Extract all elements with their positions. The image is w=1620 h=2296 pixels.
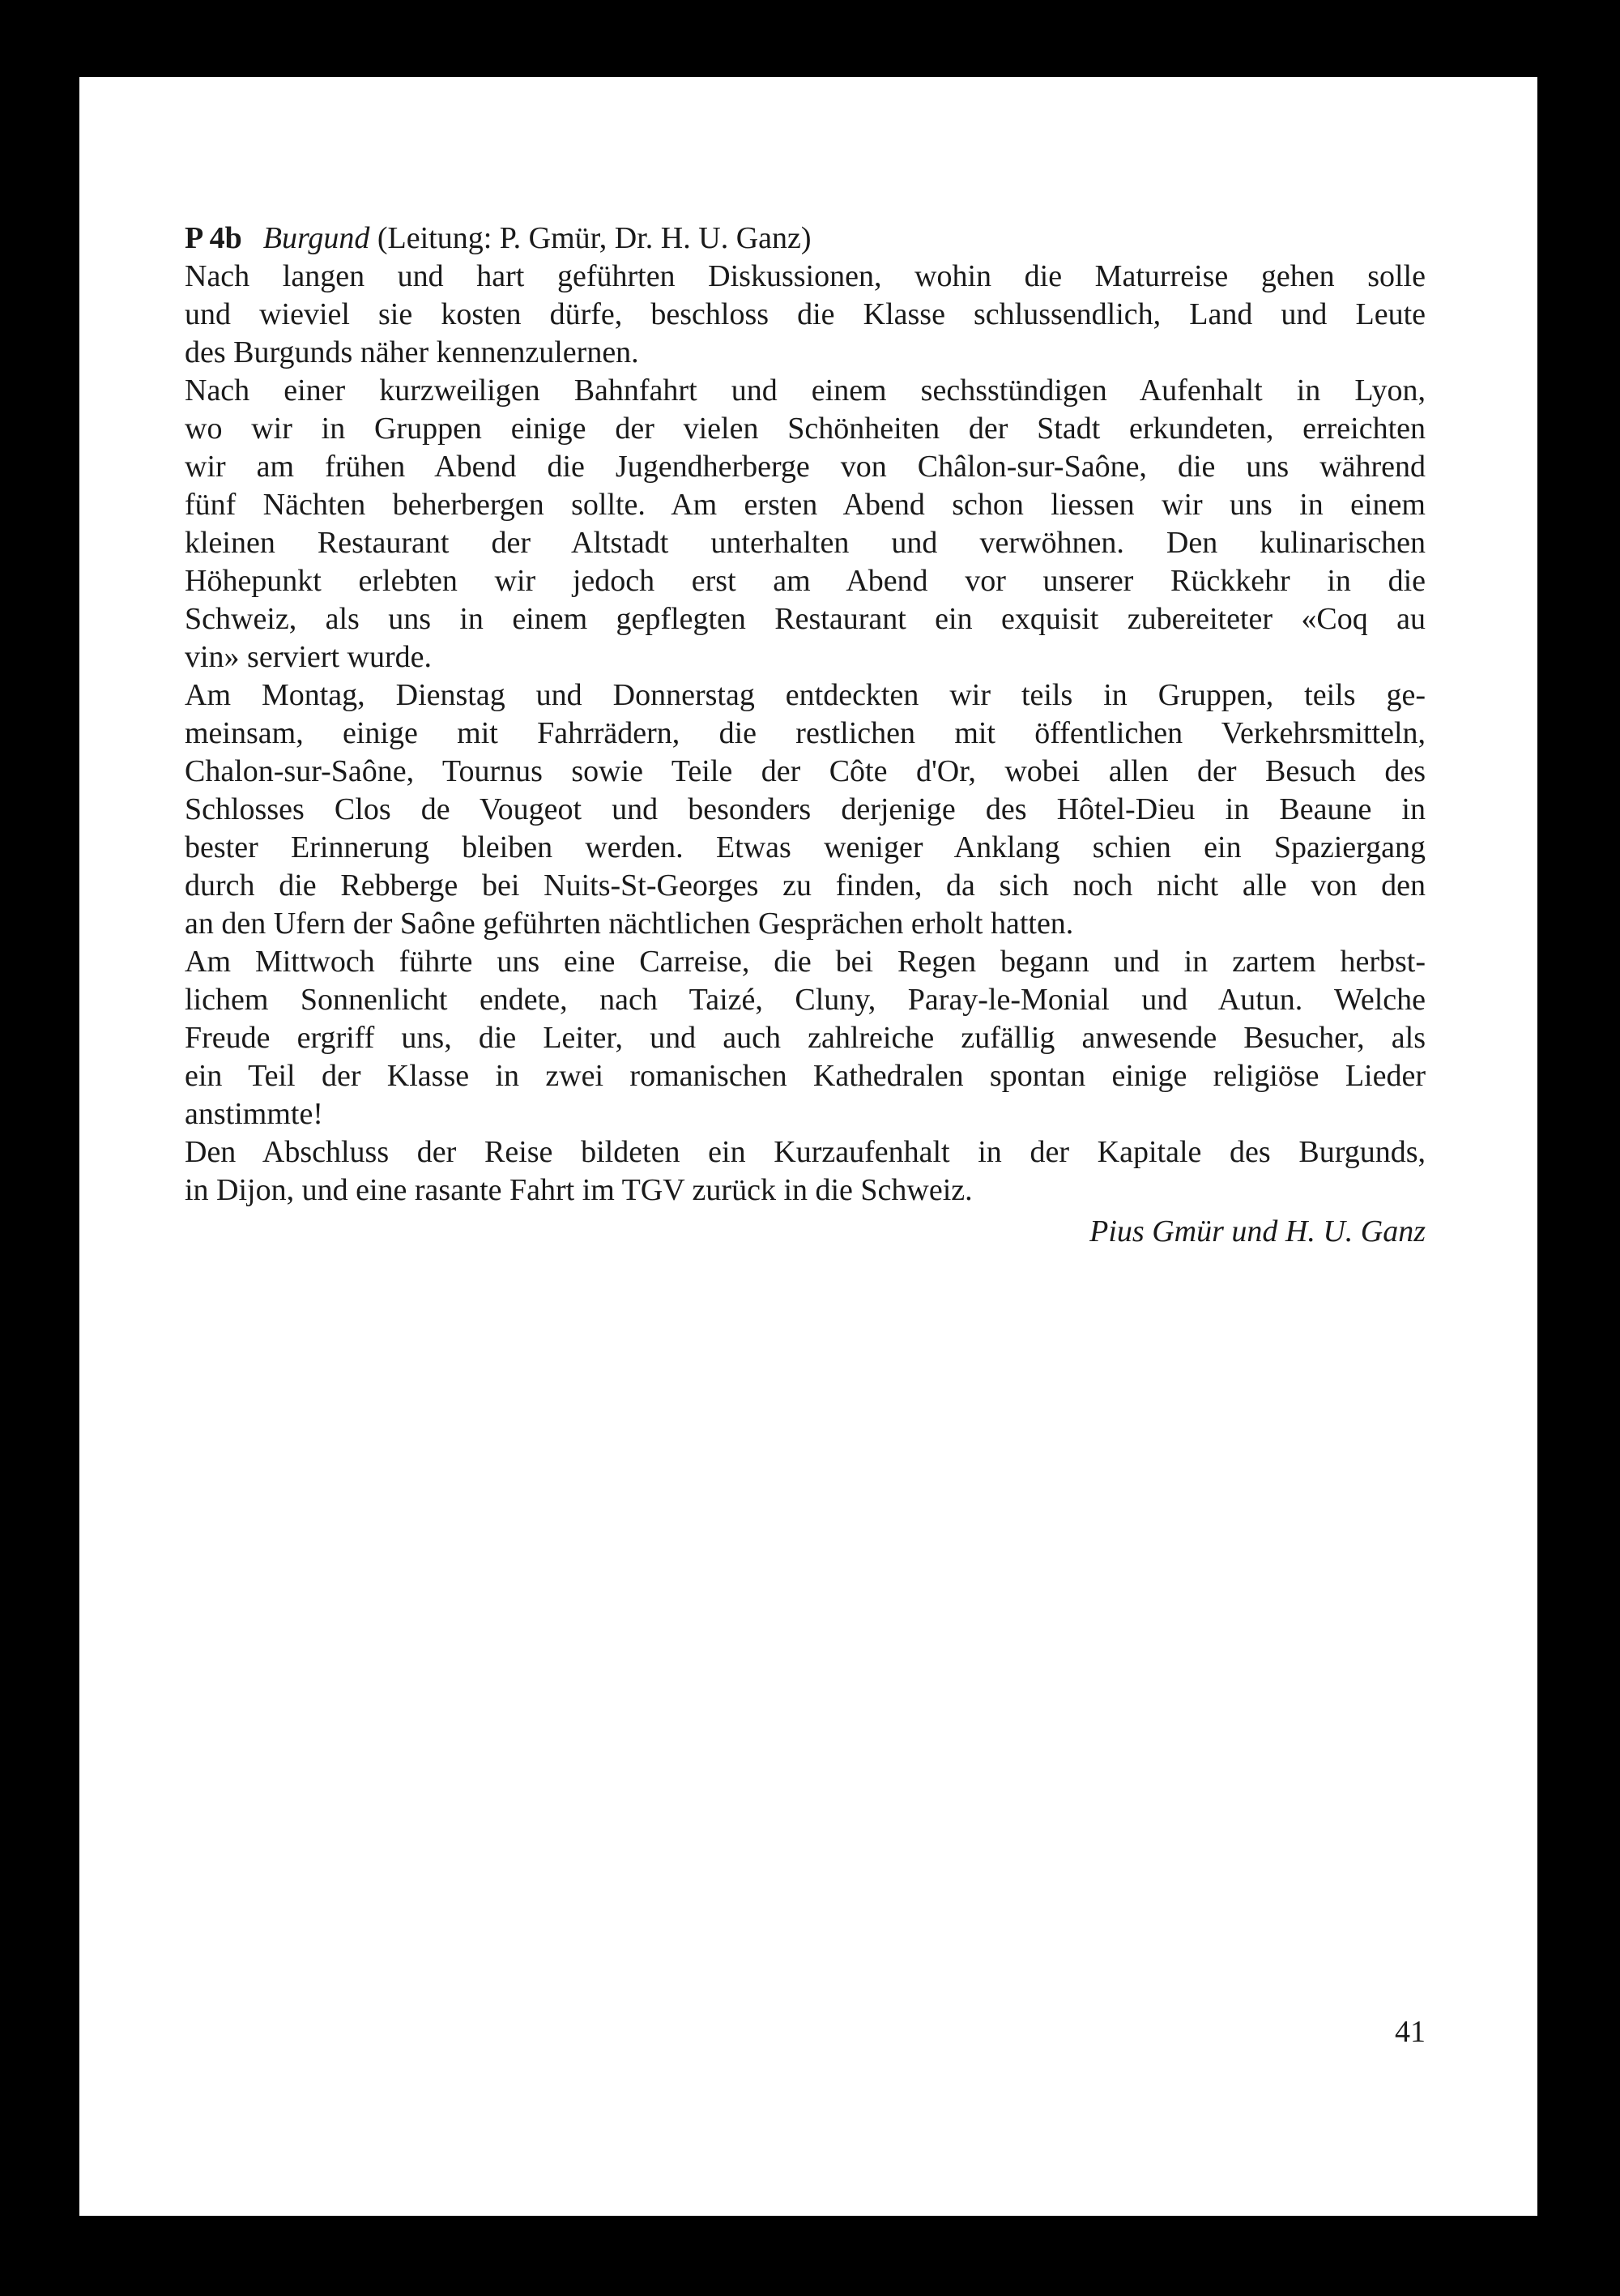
paragraph (185, 1133, 1426, 1210)
text-line: Den Abschluss der Reise bildeten ein Kurzaufenhalt in der Kapitale des Burgunds, (185, 1135, 1426, 1169)
text-line: Am Mittwoch führte uns eine Carreise, die bei Regen begann und in zartem herbst- (185, 945, 1426, 979)
text-line: Am Montag, Dienstag und Donnerstag entdeckten wir teils in Gruppen, teils ge- (185, 678, 1426, 712)
paragraphs (185, 258, 1426, 1210)
paragraph (185, 943, 1426, 1133)
text-line: Schweiz, als uns in einem gepflegten Restaurant ein exquisit zubereiteter «Coq au (185, 602, 1426, 636)
text-line: fünf Nächten beherbergen sollte. Am ersten Abend schon liessen wir uns in einem (185, 488, 1426, 522)
paragraph (185, 258, 1426, 372)
text-line: und wieviel sie kosten dürfe, beschloss die Klasse schlussendlich, Land und Leute (185, 297, 1426, 331)
page-number: 41 (1395, 2015, 1426, 2049)
text-line: an den Ufern der Saône geführten nächtlichen Gesprächen erholt hatten. (185, 907, 1074, 941)
text-line: anstimmte! (185, 1097, 323, 1131)
text-line: Freude ergriff uns, die Leiter, und auch zahlreiche zufällig anwesende Besucher, als (185, 1021, 1426, 1055)
text-line: durch die Rebberge bei Nuits-St-Georges zu finden, da sich noch nicht alle von den (185, 868, 1426, 903)
text-line: lichem Sonnenlicht endete, nach Taizé, Cluny, Paray-le-Monial und Autun. Welche (185, 983, 1426, 1017)
text-line: vin» serviert wurde. (185, 640, 432, 674)
text-line: kleinen Restaurant der Altstadt unterhalten und verwöhnen. Den kulinarischen (185, 526, 1426, 560)
text-line: ein Teil der Klasse in zwei romanischen Kathedralen spontan einige religiöse Lieder (185, 1059, 1426, 1093)
text-line: Höhepunkt erlebten wir jedoch erst am Abend vor unserer Rückkehr in die (185, 564, 1426, 598)
text-line: wo wir in Gruppen einige der vielen Schönheiten der Stadt erkundeten, erreichten (185, 412, 1426, 446)
text-line: meinsam, einige mit Fahrrädern, die restlichen mit öffentlichen Verkehrsmitteln, (185, 716, 1426, 750)
section-heading (185, 220, 1426, 258)
paragraph (185, 372, 1426, 676)
text-line: wir am frühen Abend die Jugendherberge von Châlon-sur-Saône, die uns während (185, 450, 1426, 484)
section-code: P 4b (185, 221, 242, 255)
text-line: Nach einer kurzweiligen Bahnfahrt und einem sechsstündigen Aufenhalt in Lyon, (185, 373, 1426, 408)
text-line: Chalon-sur-Saône, Tournus sowie Teile der Côte d'Or, wobei allen der Besuch des (185, 754, 1426, 788)
text-line: des Burgunds näher kennenzulernen. (185, 335, 639, 369)
article-body (185, 220, 1426, 1251)
section-leaders: (Leitung: P. Gmür, Dr. H. U. Ganz) (377, 221, 812, 255)
document-page (79, 77, 1537, 2216)
text-line: Nach langen und hart geführten Diskussionen, wohin die Maturreise gehen solle (185, 259, 1426, 293)
text-line: in Dijon, und eine rasante Fahrt im TGV zurück in die Schweiz. (185, 1173, 973, 1207)
section-place: Burgund (262, 221, 370, 255)
author-signature: Pius Gmür und H. U. Ganz (1089, 1214, 1426, 1248)
text-line: bester Erinnerung bleiben werden. Etwas weniger Anklang schien ein Spaziergang (185, 830, 1426, 864)
paragraph (185, 676, 1426, 943)
text-line: Schlosses Clos de Vougeot und besonders derjenige des Hôtel-Dieu in Beaune in (185, 792, 1426, 826)
